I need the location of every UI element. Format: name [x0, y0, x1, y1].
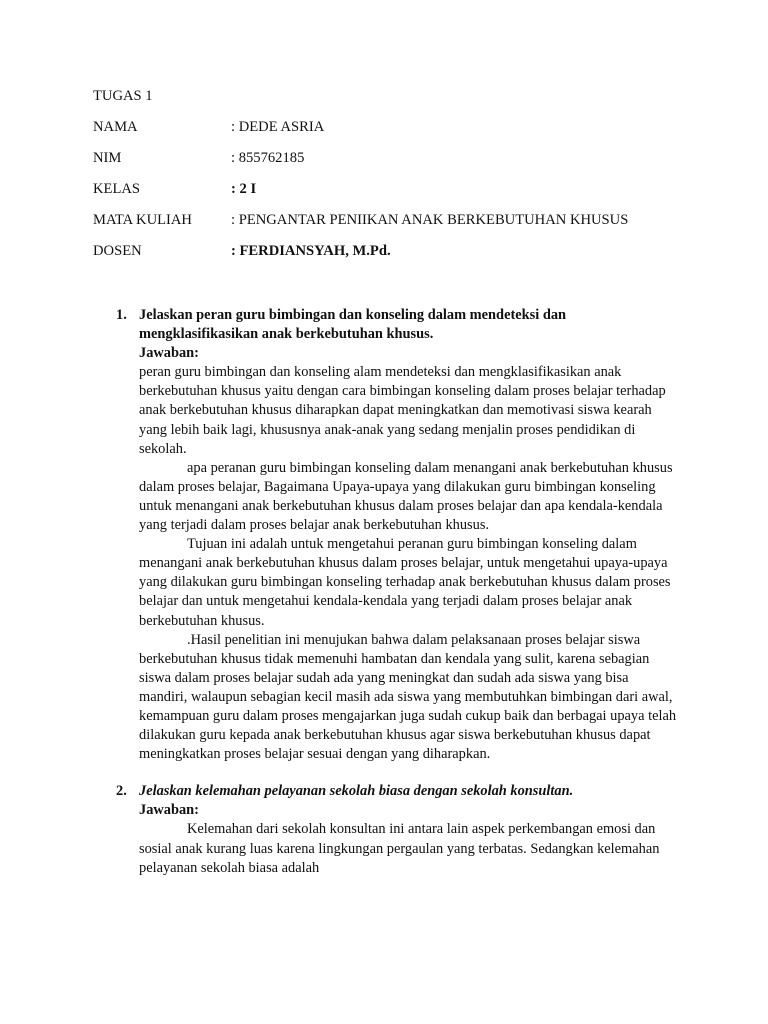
question-header [93, 782, 678, 801]
info-row-nim [93, 148, 713, 168]
answer-body [139, 344, 678, 764]
info-row-mata-kuliah [93, 210, 713, 230]
answer-paragraph: peran guru bimbingan dan konseling alam mendeteksi dan mengklasifikasikan anak berkebutuhan khusus yaitu dengan cara bimbingan konseling dalam proses belajar terhadap anak berkebutuhan khusus diharapkan dapat meningkatkan dan memotivasi siswa kearah yang lebih baik lagi, khususnya anak-anak yang sedang menjalin proses pendidikan di sekolah. [139, 364, 666, 457]
question-text: Jelaskan kelemahan pelayanan sekolah biasa dengan sekolah konsultan. [139, 783, 574, 800]
info-row-nama [93, 117, 713, 137]
info-value: : FERDIANSYAH, M.Pd. [231, 243, 391, 259]
question-header [93, 306, 678, 344]
question-1 [93, 306, 678, 764]
question-2 [93, 782, 678, 877]
info-label: DOSEN [93, 243, 142, 259]
info-label: KELAS [93, 181, 141, 197]
answer-paragraph: Tujuan ini adalah untuk mengetahui peranan guru bimbingan konseling dalam menangani anak berkebutuhan khusus dalam proses belajar, untuk mengetahui upaya-upaya yang dilakukan guru bimbingan konseling terhadap anak berkebutuhan khusus dalam proses belajar dan untuk mengetahui kendala-kendala yang terjadi dalam proses belajar anak berkebutuhan khusus. [139, 536, 671, 629]
info-value: : 2 I [231, 181, 257, 197]
info-label: NAMA [93, 119, 138, 135]
answer-body [139, 801, 678, 820]
answer-label: Jawaban: [139, 802, 199, 819]
answer-paragraph: apa peranan guru bimbingan konseling dalam menangani anak berkebutuhan khusus dalam proses belajar, Bagaimana Upaya-upaya yang dilakukan guru bimbingan konseling untuk menangani anak berkebutuhan khusus dalam proses belajar dan apa kendala-kendala yang terjadi dalam proses belajar anak berkebutuhan khusus. [139, 459, 673, 534]
questions-list [93, 306, 678, 896]
question-number: 2. [116, 783, 127, 800]
document-header [93, 86, 713, 272]
question-number: 1. [116, 307, 127, 323]
question-text: Jelaskan peran guru bimbingan dan konseling dalam mendeteksi dan mengklasifikasikan anak berkebutuhan khusus. [139, 307, 567, 343]
answer-paragraph: .Hasil penelitian ini menujukan bahwa dalam pelaksanaan proses belajar siswa berkebutuhan khusus tidak memenuhi hambatan dan kendala yang sulit, karena sebagian siswa dalam proses belajar sudah ada yang meningkat dan sudah ada siswa yang bisa mandiri, walaupun sebagian kecil masih ada siswa yang membutuhkan bimbingan dari awal, kemampuan guru dalam proses mengajarkan juga sudah cukup baik dan berbagai upaya telah dilakukan guru kepada anak berkebutuhan khusus agar siswa berkebutuhan khusus dapat meningkatkan proses belajar sesuai dengan yang diharapkan. [139, 631, 677, 763]
info-row-dosen [93, 241, 713, 261]
document-title: TUGAS 1 [93, 88, 153, 104]
info-label: NIM [93, 150, 122, 166]
info-label: MATA KULIAH [93, 212, 192, 228]
answer-paragraph: Kelemahan dari sekolah konsultan ini antara lain aspek perkembangan emosi dan sosial anak kurang luas karena lingkungan pergaulan yang terbatas. Sedangkan kelemahan pelayanan sekolah biasa adalah [139, 821, 660, 876]
info-row-kelas [93, 179, 713, 199]
answer-label: Jawaban: [139, 345, 199, 362]
info-value: : PENGANTAR PENIIKAN ANAK BERKEBUTUHAN KHUSUS [231, 212, 629, 228]
info-value: : 855762185 [231, 150, 305, 166]
info-value: : DEDE ASRIA [231, 119, 325, 135]
